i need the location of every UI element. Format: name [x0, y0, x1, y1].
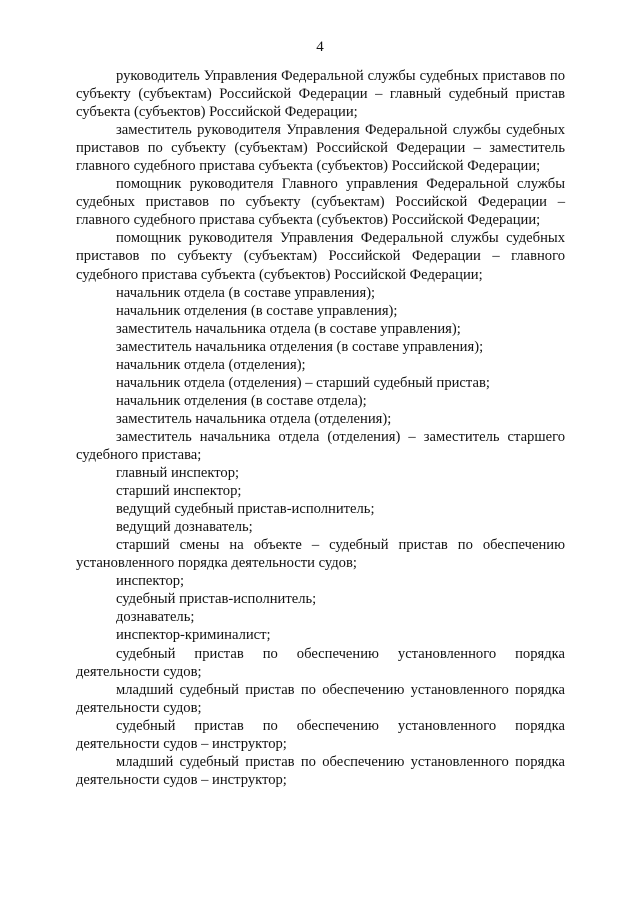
paragraph: главный инспектор;: [116, 465, 240, 482]
paragraph: начальник отделения (в составе отдела);: [116, 392, 367, 409]
paragraph: судебный пристав-исполнитель;: [116, 591, 317, 608]
paragraph: ведущий дознаватель;: [116, 519, 253, 536]
paragraph: инспектор;: [116, 573, 185, 590]
paragraph: младший судебный пристав по обеспечению установленного порядка деятельности судов;: [76, 681, 565, 716]
paragraph: помощник руководителя Главного управления Федеральной службы судебных приставов по субъекту (субъектам) Российской Федерации – главного судебного пристава субъекта (субъектов) Российской Федерации;: [76, 176, 565, 229]
paragraph: заместитель руководителя Управления Федеральной службы судебных приставов по субъекту (субъектам) Российской Федерации – заместитель главного судебного пристава субъекта (субъектов) Российской Федерации;: [76, 122, 565, 175]
paragraph: судебный пристав по обеспечению установленного порядка деятельности судов – инструктор;: [76, 717, 565, 752]
paragraph: ведущий судебный пристав-исполнитель;: [116, 501, 375, 518]
paragraph: помощник руководителя Управления Федеральной службы судебных приставов по субъекту (субъектам) Российской Федерации – главного судебного пристава субъекта (субъектов) Российской Федерации;: [76, 230, 565, 283]
paragraph: заместитель начальника отдела (отделения) – заместитель старшего судебного пристава;: [76, 428, 565, 463]
paragraph: старший инспектор;: [116, 483, 242, 500]
document-body: [76, 67, 565, 789]
paragraph: начальник отдела (в составе управления);: [116, 284, 376, 301]
paragraph: руководитель Управления Федеральной службы судебных приставов по субъекту (субъектам) Российской Федерации – главный судебный пристав субъекта (субъектов) Российской Федерации;: [76, 68, 565, 121]
paragraph: судебный пристав по обеспечению установленного порядка деятельности судов;: [76, 645, 565, 680]
paragraph: начальник отдела (отделения);: [116, 356, 306, 373]
page-number: 4: [316, 39, 324, 55]
paragraph: заместитель начальника отдела (отделения);: [116, 410, 392, 427]
paragraph: заместитель начальника отделения (в составе управления);: [116, 338, 484, 355]
paragraph: инспектор-криминалист;: [116, 627, 271, 644]
paragraph: старший смены на объекте – судебный пристав по обеспечению установленного порядка деятельности судов;: [76, 537, 565, 572]
paragraph: заместитель начальника отдела (в составе управления);: [116, 320, 461, 337]
paragraph: начальник отдела (отделения) – старший судебный пристав;: [116, 374, 490, 391]
paragraph: дознаватель;: [116, 609, 195, 626]
paragraph: младший судебный пристав по обеспечению установленного порядка деятельности судов – инструктор;: [76, 753, 565, 788]
paragraph: начальник отделения (в составе управления);: [116, 302, 398, 319]
